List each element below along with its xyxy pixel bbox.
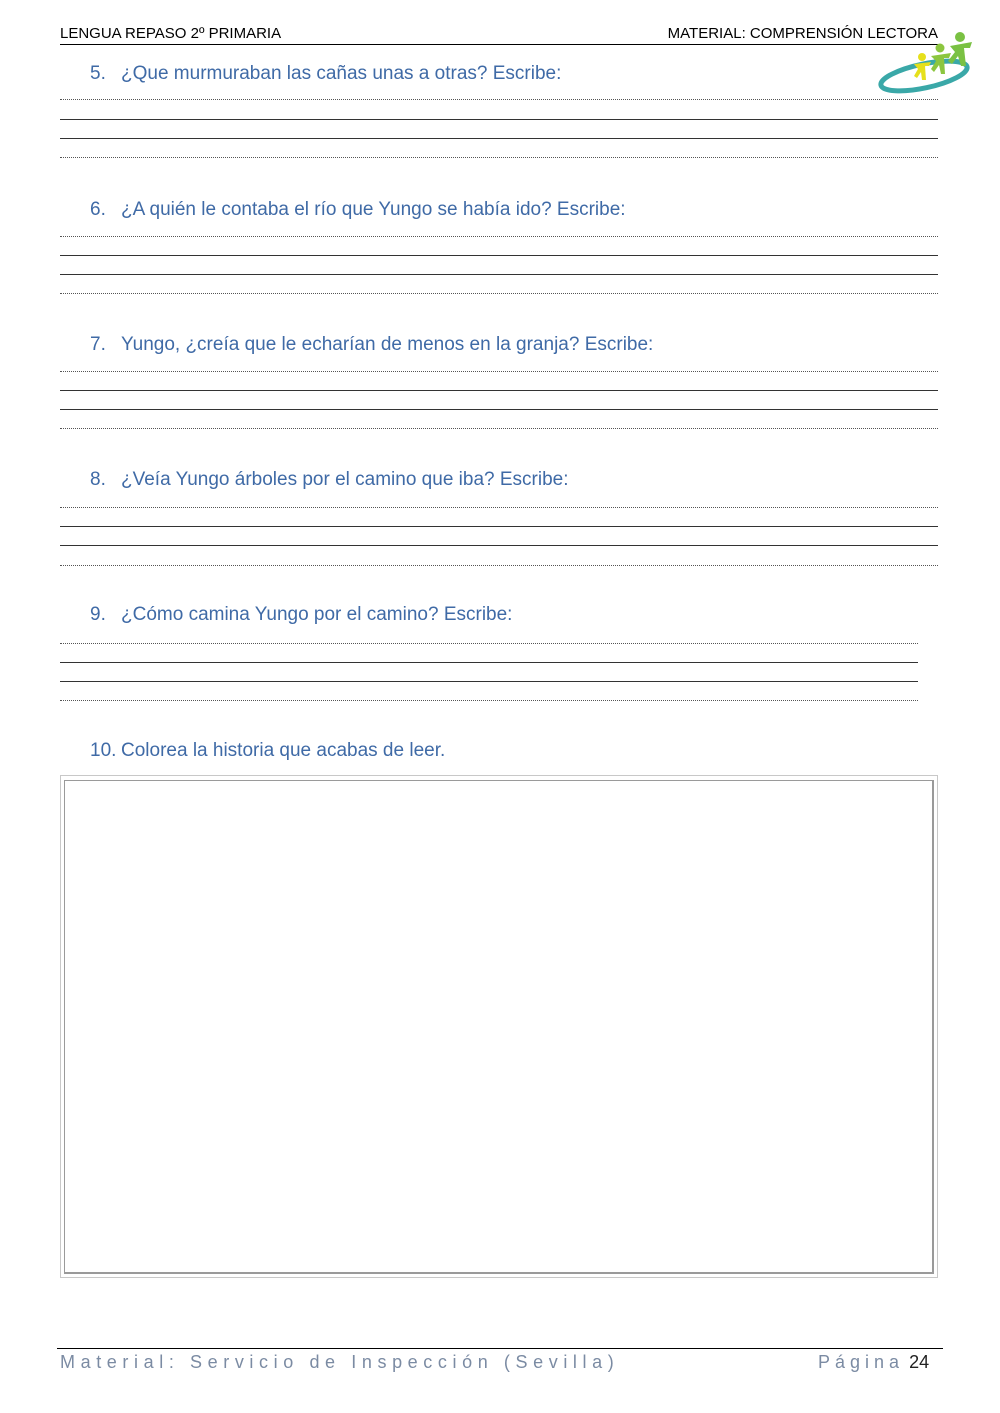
question-text: ¿Veía Yungo árboles por el camino que iba? Escribe: (121, 469, 569, 490)
header-material: MATERIAL: COMPRENSIÓN LECTORA (667, 25, 938, 42)
question-number: 7. (90, 334, 106, 355)
question-text: ¿A quién le contaba el río que Yungo se había ido? Escribe: (121, 199, 626, 220)
header-subject: LENGUA REPASO 2º PRIMARIA (60, 25, 282, 42)
page-number-value: 24 (909, 1352, 930, 1372)
page-number (818, 1352, 929, 1373)
question-text: ¿Cómo camina Yungo por el camino? Escribe: (121, 604, 513, 625)
question-number: 9. (90, 604, 106, 625)
question-text: Yungo, ¿creía que le echarían de menos en la granja? Escribe: (121, 334, 654, 355)
page-label: Página (818, 1352, 905, 1372)
footer-divider (57, 1348, 943, 1349)
coloring-box[interactable] (60, 775, 938, 1278)
question-number: 10. (90, 740, 117, 761)
question-text: Colorea la historia que acabas de leer. (121, 740, 446, 761)
footer-credit: Material: Servicio de Inspección (Sevilla) (60, 1352, 620, 1372)
question-number: 8. (90, 469, 106, 490)
coloring-box-frame (64, 780, 934, 1274)
question-text: ¿Que murmuraban las cañas unas a otras? Escribe: (121, 63, 562, 84)
children-logo-icon (878, 28, 978, 96)
question-number: 6. (90, 199, 106, 220)
page-header (60, 24, 940, 45)
question-number: 5. (90, 63, 106, 84)
